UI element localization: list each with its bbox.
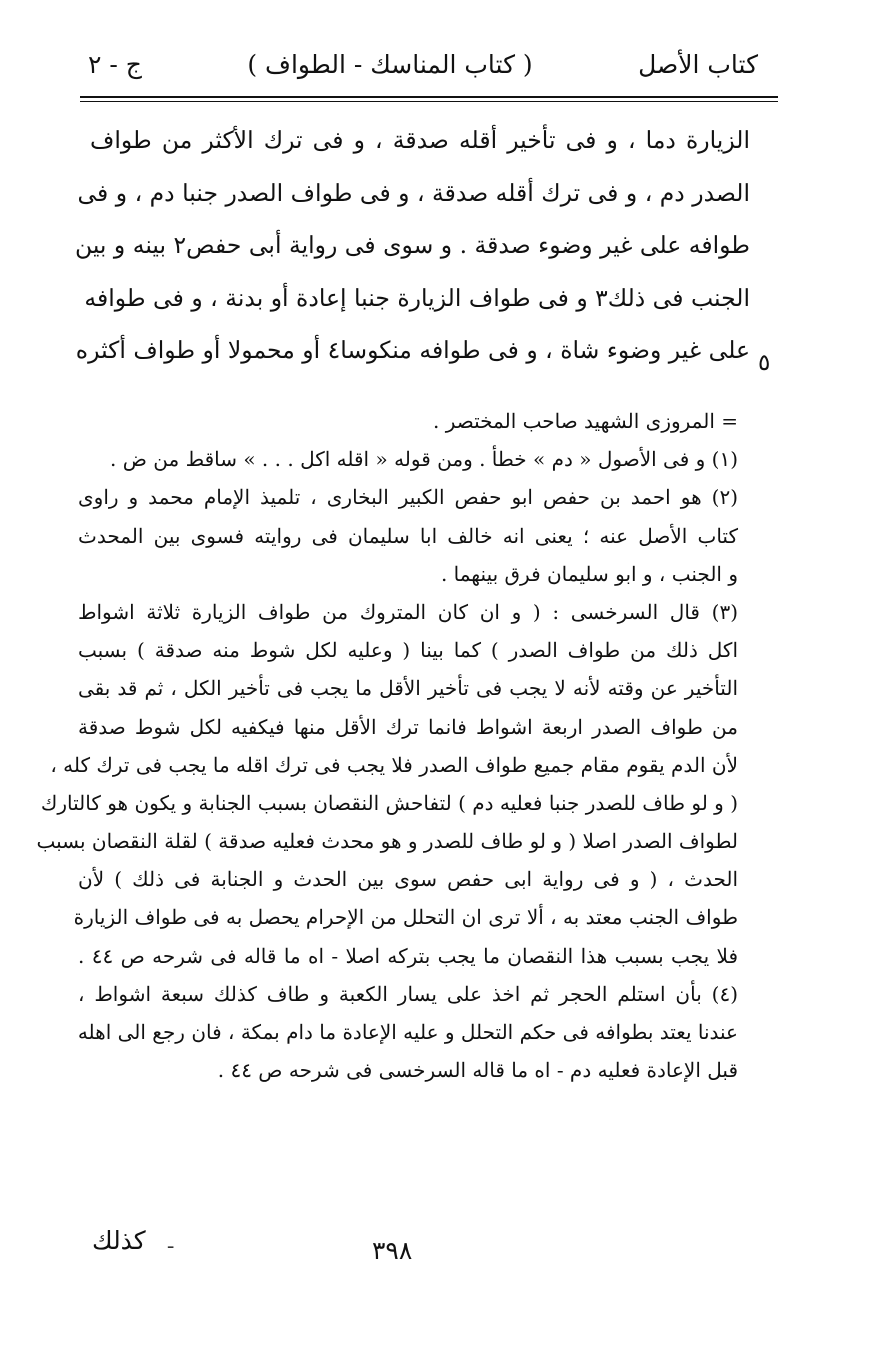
footnote-line: ( و لو طاف للصدر جنبا فعليه دم ) لتفاحش النقصان بسبب الجنابة و يكون هو كالتارك (40, 790, 738, 815)
main-text-line: الصدر دم ، و فى ترك أقله صدقة ، و فى طواف الصدر جنبا دم ، و فى (77, 178, 750, 207)
footnote-line: (٣) قال السرخسى : ( و ان كان المتروك من طواف الزيارة ثلاثة اشواط (78, 599, 738, 624)
header-rule-thin (80, 101, 778, 102)
footnote-line: التأخير عن وقته لأنه لا يجب فى تأخير الأقل ما يجب فى تأخير الكل ، ثم قد بقى (78, 676, 738, 701)
footnote-line: (١) و فى الأصول « دم » خطأ . ومن قوله « اقله اكل . . . » ساقط من ض . (110, 447, 738, 472)
footnote-line: (٢) هو احمد بن حفص ابو حفص الكبير البخارى ، تلميذ الإمام محمد و راوى (78, 485, 738, 510)
footnotes (36, 402, 738, 1089)
footnote-line: الحدث ، ( و فى رواية ابى حفص سوى بين الحدث و الجنابة فى ذلك ) لأن (78, 867, 738, 892)
line-number: ٥ (758, 350, 771, 376)
footnote-line: = المروزى الشهيد صاحب المختصر . (433, 409, 738, 433)
footnote-line: من طواف الصدر اربعة اشواط فانما ترك الأقل منها فيكفيه لكل شوط صدقة (78, 714, 738, 739)
header-chapter-title: ( كتاب المناسك - الطواف ) (247, 49, 533, 79)
header-volume: ج - ٢ (88, 49, 142, 79)
main-text-line: الزيارة دما ، و فى تأخير أقله صدقة ، و فى ترك الأكثر من طواف (90, 126, 750, 154)
header-rule-thick (80, 96, 778, 98)
footnote-line: اكل ذلك من طواف الصدر ) كما بينا ( وعليه لكل شوط منه صدقة ) بسبب (78, 638, 738, 663)
main-text (74, 114, 750, 377)
footnote-line: قبل الإعادة فعليه دم - اه ما قاله السرخسى فى شرحه ص ٤٤ . (217, 1058, 738, 1083)
footnote-line: عندنا يعتد بطوافه فى حكم التحلل و عليه الإعادة ما دام بمكة ، فان رجع الى اهله (77, 1020, 738, 1044)
page-number: ٣٩٨ (372, 1236, 413, 1265)
footnote-line: لطواف الصدر اصلا ( و لو طاف للصدر و هو محدث فعليه صدقة ) لقلة النقصان بسبب (36, 829, 738, 854)
footnote-line: طواف الجنب معتد به ، ألا ترى ان التحلل من الإحرام يحصل به فى طواف الزيارة (73, 905, 738, 930)
footnote-line: لأن الدم يقوم مقام جميع طواف الصدر فلا يجب فى ترك اقله ما يجب فى ترك كله ، (50, 752, 738, 777)
header-book-title: كتاب الأصل (638, 49, 758, 79)
running-header (88, 42, 758, 86)
catchword-mark: ـ (168, 1232, 174, 1253)
footnote-line: (٤) بأن استلم الحجر ثم اخذ على يسار الكعبة و طاف كذلك سبعة اشواط ، (78, 981, 738, 1006)
footnote-line: كتاب الأصل عنه ؛ يعنى انه خالف ابا سليمان فى روايته فسوى بين المحدث (78, 523, 738, 548)
main-text-line: الجنب فى ذلك٣ و فى طواف الزيارة جنبا إعادة أو بدنة ، و فى طوافه (84, 283, 750, 312)
main-text-line: على غير وضوء شاة ، و فى طوافه منكوسا٤ أو محمولا أو طواف أكثره (75, 336, 750, 364)
footnote-line: فلا يجب بسبب هذا النقصان ما يجب بتركه اصلا - اه ما قاله فى شرحه ص ٤٤ . (78, 943, 738, 968)
footnote-line: و الجنب ، و ابو سليمان فرق بينهما . (440, 561, 738, 586)
catchword: كذلك (92, 1226, 146, 1255)
main-text-line: طوافه على غير وضوء صدقة . و سوى فى رواية أبى حفص٢ بينه و بين (74, 231, 750, 259)
